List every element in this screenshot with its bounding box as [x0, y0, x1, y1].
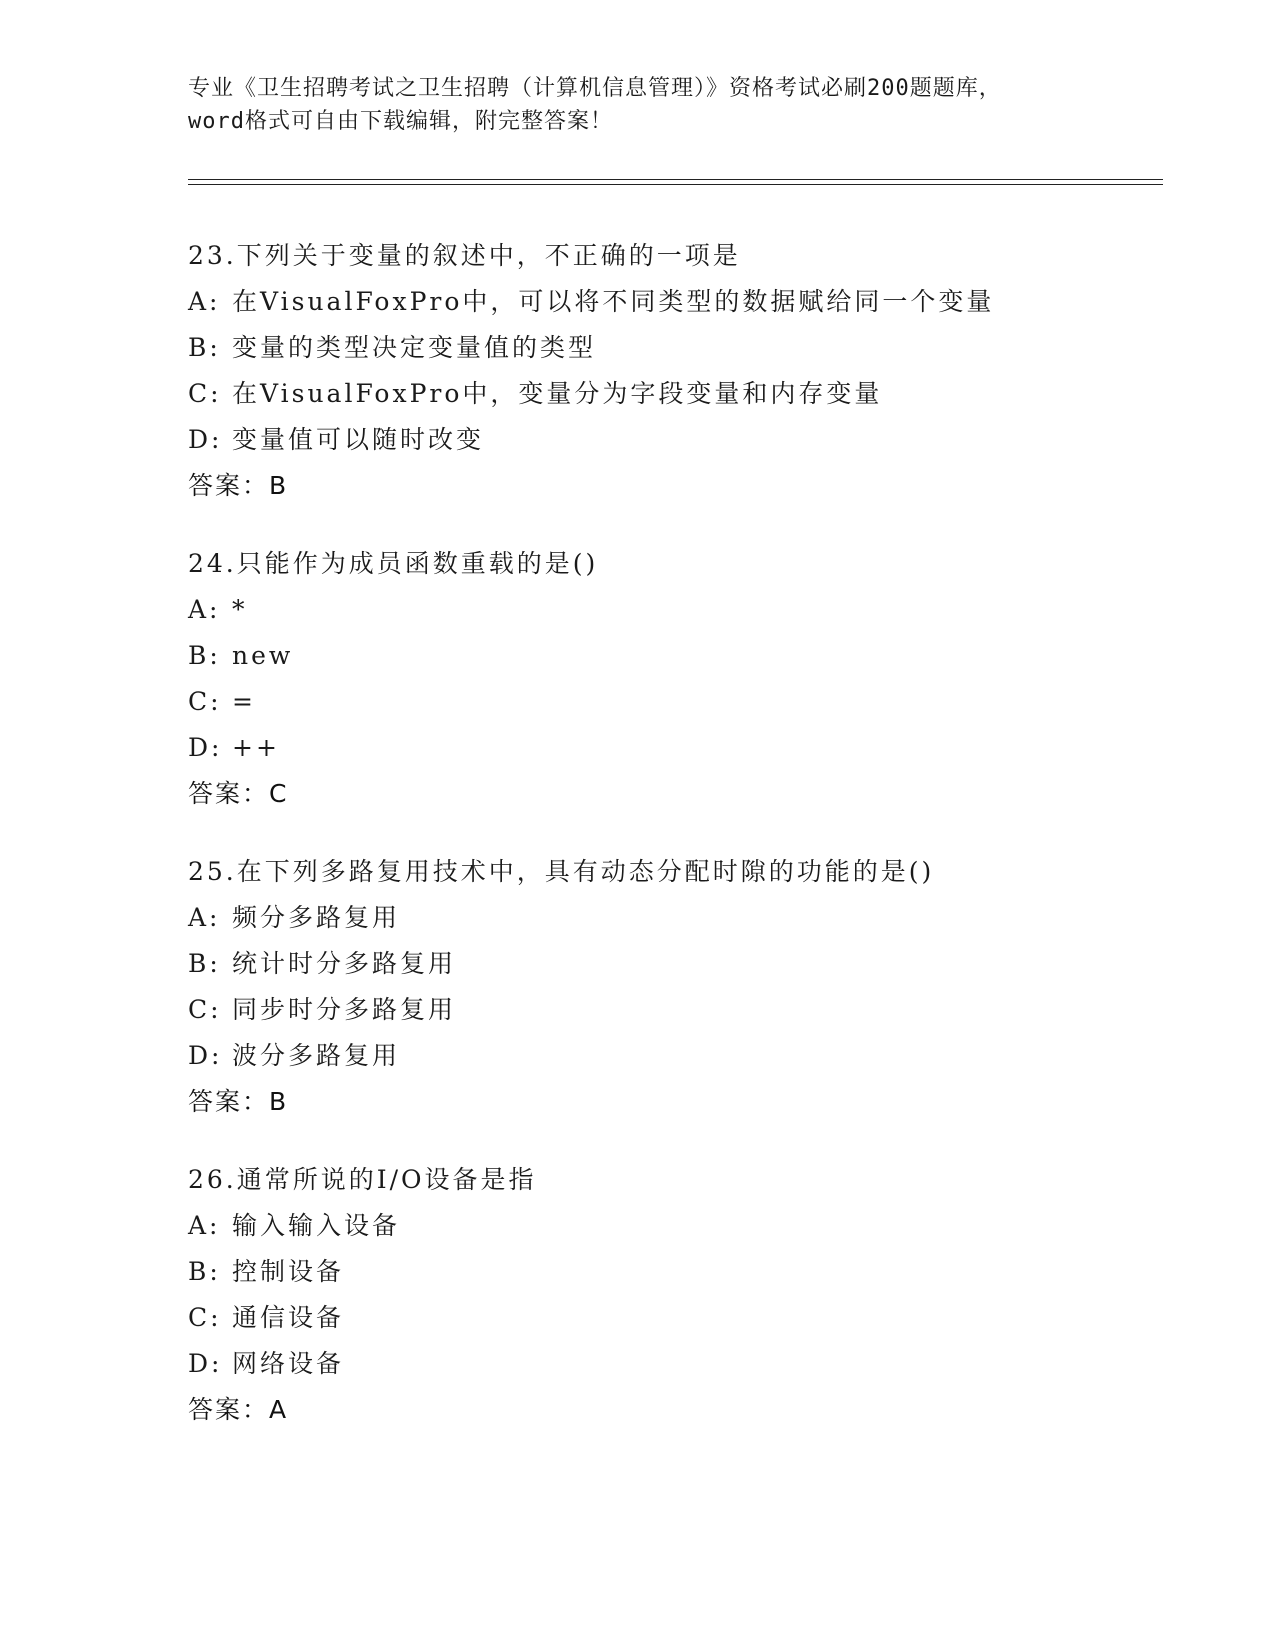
question-title: 26.通常所说的I/O设备是指 — [188, 1165, 537, 1194]
option-d — [188, 417, 1168, 463]
option-text: 频分多路复用 — [232, 903, 401, 932]
option-key: C: — [188, 687, 222, 716]
option-a — [188, 587, 1168, 633]
answer-label: 答案：B — [188, 471, 289, 500]
option-text: 变量值可以随时改变 — [232, 425, 485, 454]
question-24 — [188, 541, 1168, 817]
option-text: 统计时分多路复用 — [232, 949, 457, 978]
option-key: B: — [188, 641, 221, 670]
option-b — [188, 325, 1168, 371]
option-c — [188, 679, 1168, 725]
question-26 — [188, 1157, 1168, 1433]
option-d — [188, 1341, 1168, 1387]
option-key: C: — [188, 379, 222, 408]
option-text: 同步时分多路复用 — [232, 995, 457, 1024]
option-key: A: — [188, 903, 221, 932]
answer-label: 答案：A — [188, 1395, 289, 1424]
option-key: B: — [188, 949, 221, 978]
option-key: B: — [188, 333, 221, 362]
option-b — [188, 941, 1168, 987]
option-key: D: — [188, 1041, 223, 1070]
question-title: 25.在下列多路复用技术中，具有动态分配时隙的功能的是() — [188, 857, 935, 886]
option-text: new — [232, 641, 294, 670]
option-text: ++ — [232, 733, 280, 762]
question-title: 24.只能作为成员函数重载的是() — [188, 549, 599, 578]
option-key: C: — [188, 995, 222, 1024]
option-text: 在VisualFoxPro中，变量分为字段变量和内存变量 — [232, 379, 883, 408]
option-c — [188, 1295, 1168, 1341]
option-a — [188, 895, 1168, 941]
question-25 — [188, 849, 1168, 1125]
option-text: 波分多路复用 — [232, 1041, 401, 1070]
option-d — [188, 725, 1168, 771]
option-text: 网络设备 — [232, 1349, 345, 1378]
option-b — [188, 1249, 1168, 1295]
option-text: = — [232, 687, 256, 716]
question-23 — [188, 233, 1168, 509]
option-text: 通信设备 — [232, 1303, 345, 1332]
option-key: C: — [188, 1303, 222, 1332]
option-a — [188, 279, 1168, 325]
option-key: D: — [188, 425, 223, 454]
header-divider-top — [188, 179, 1163, 180]
answer-label: 答案：C — [188, 779, 289, 808]
option-key: A: — [188, 287, 221, 316]
header-line-1: 专业《卫生招聘考试之卫生招聘（计算机信息管理）》资格考试必刷200题题库， — [188, 76, 1002, 101]
option-key: B: — [188, 1257, 221, 1286]
option-text: 控制设备 — [232, 1257, 345, 1286]
document-header — [188, 72, 1088, 138]
option-text: 在VisualFoxPro中，可以将不同类型的数据赋给同一个变量 — [232, 287, 995, 316]
option-d — [188, 1033, 1168, 1079]
option-key: D: — [188, 1349, 223, 1378]
option-a — [188, 1203, 1168, 1249]
option-key: D: — [188, 733, 223, 762]
header-line-2: word格式可自由下载编辑，附完整答案！ — [188, 109, 613, 134]
header-divider-bottom — [188, 184, 1163, 185]
option-b — [188, 633, 1168, 679]
option-text: * — [232, 595, 248, 624]
answer-label: 答案：B — [188, 1087, 289, 1116]
option-c — [188, 371, 1168, 417]
option-key: A: — [188, 1211, 221, 1240]
option-text: 输入输入设备 — [232, 1211, 401, 1240]
question-title: 23.下列关于变量的叙述中，不正确的一项是 — [188, 241, 741, 270]
question-list — [188, 233, 1168, 1465]
option-text: 变量的类型决定变量值的类型 — [232, 333, 597, 362]
option-c — [188, 987, 1168, 1033]
option-key: A: — [188, 595, 221, 624]
